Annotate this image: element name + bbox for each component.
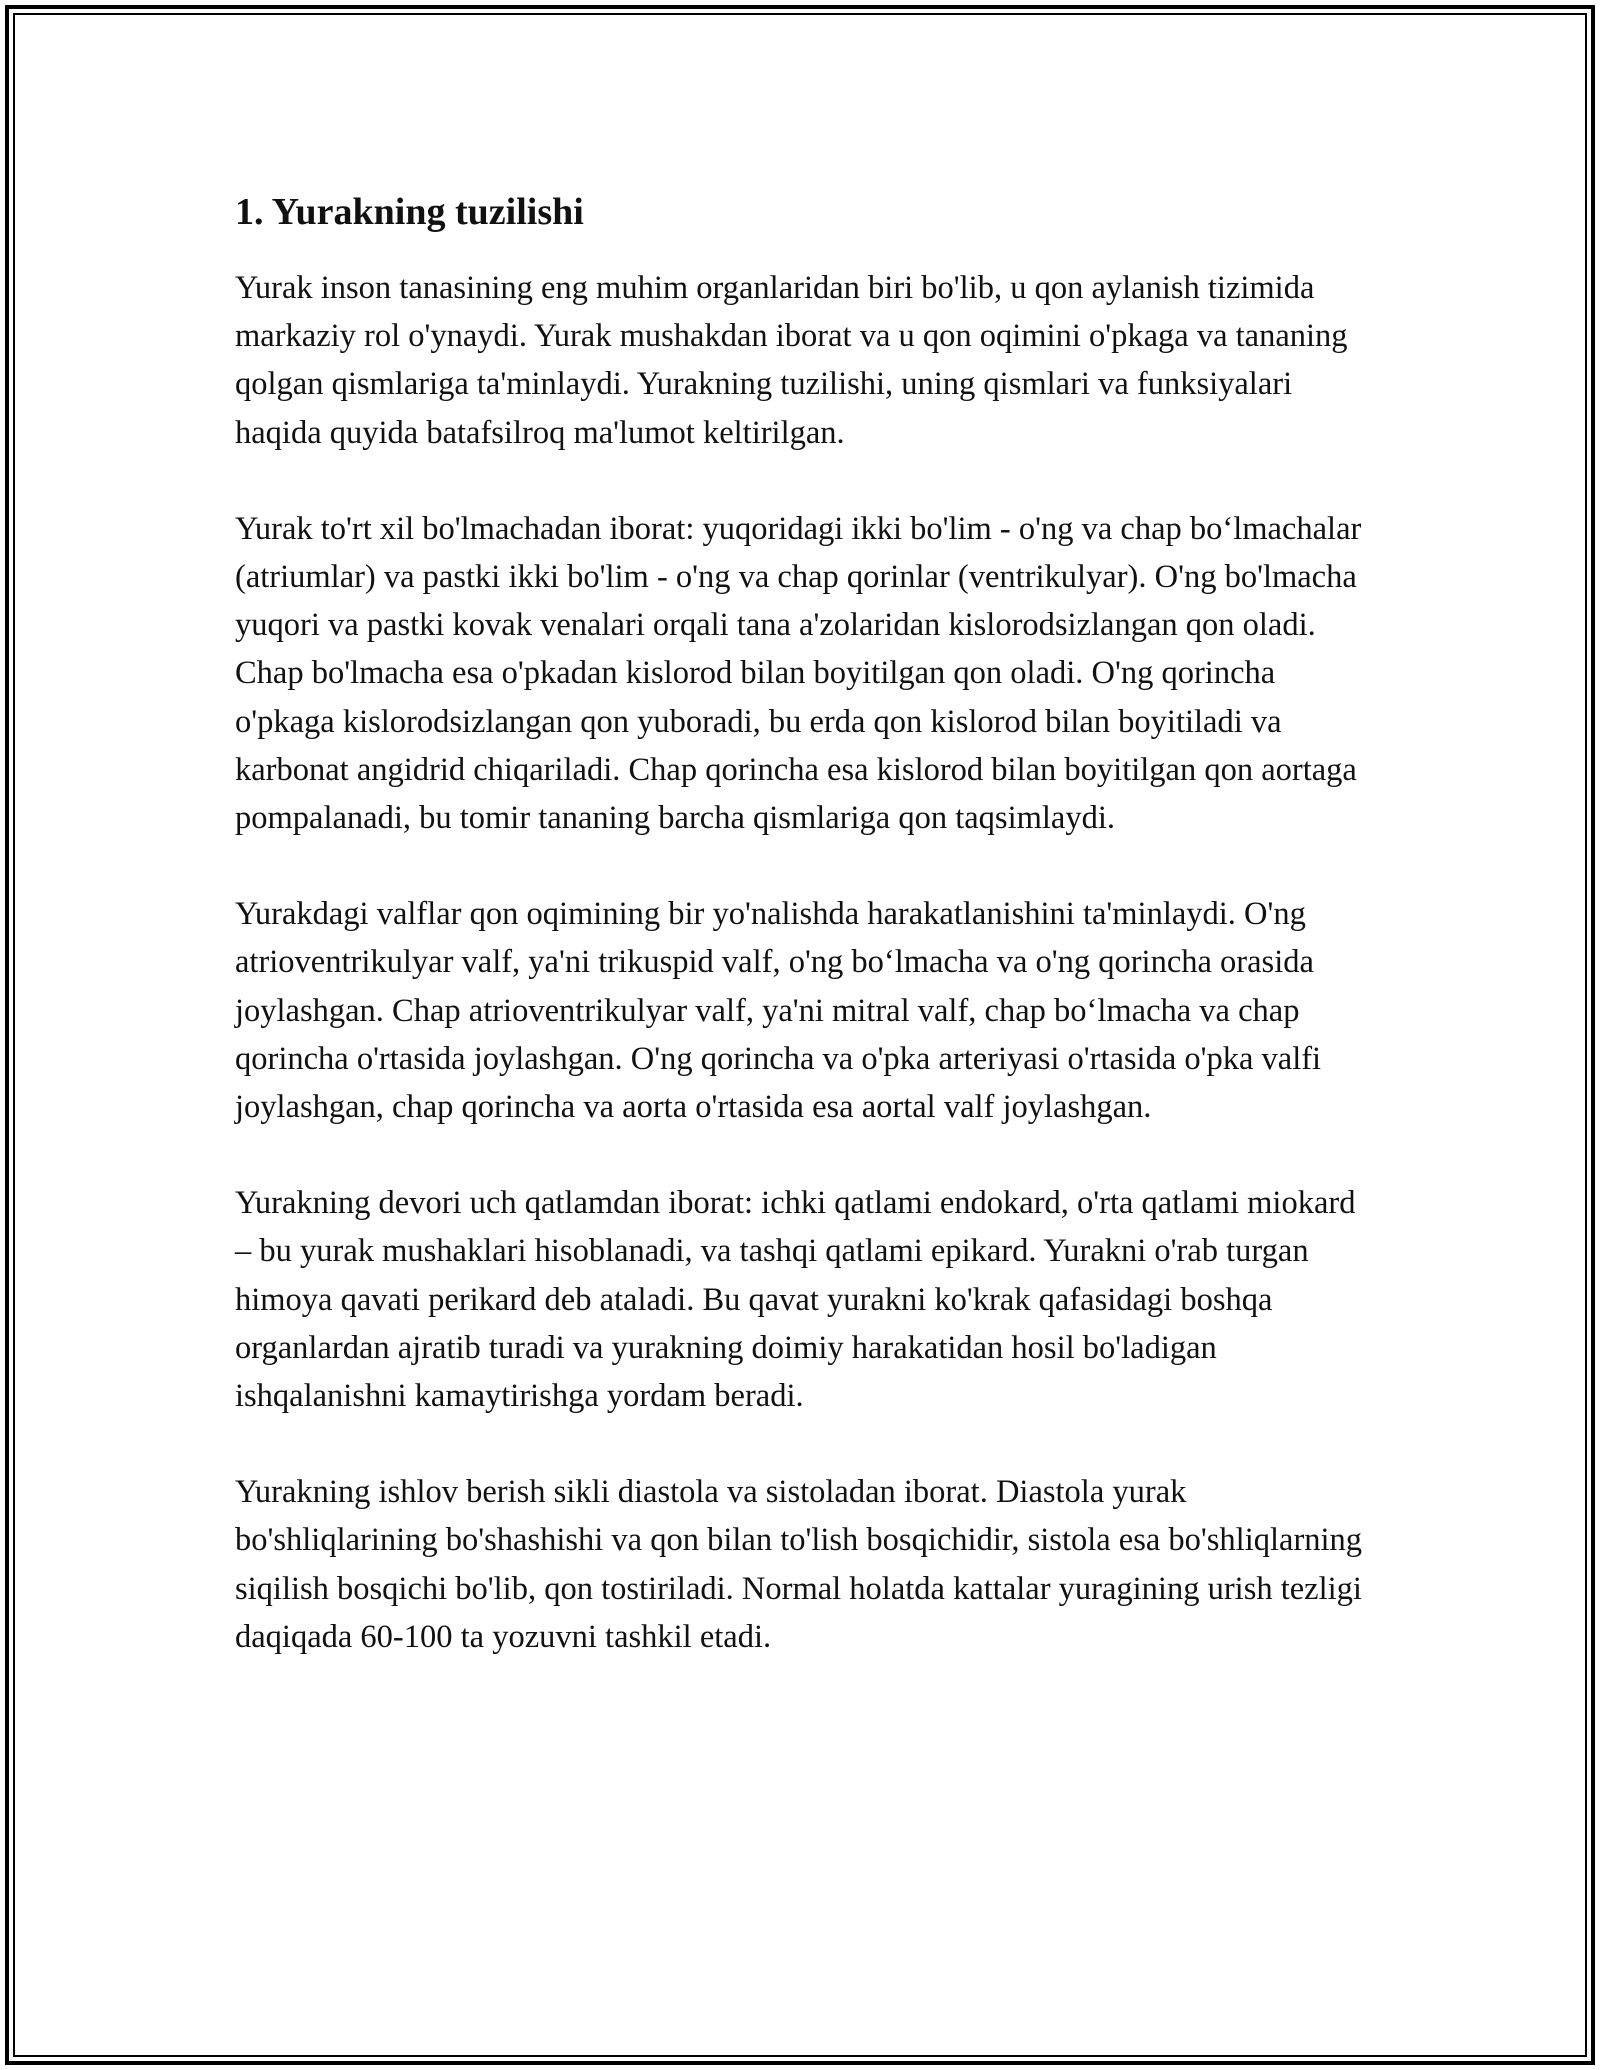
section-title: 1. Yurakning tuzilishi	[235, 191, 584, 233]
paragraph-chambers: Yurak to'rt xil bo'lmachadan iborat: yuqoridagi ikki bo'lim - o'ng va chap bo‘lmachalar (atriumlar) va pastki ikki bo'lim - o'ng va chap qorinlar (ventrikulyar). O'ng bo'lmacha yuqori va pastki kovak venalari orqali tana a'zolaridan kislorodsizlangan qon oladi. Chap bo'lmacha esa o'pkadan kislorod bilan boyitilgan qon oladi. O'ng qorincha o'pkaga kislorodsizlangan qon yuboradi, bu erda qon kislorod bilan boyitiladi va karbonat angidrid chiqariladi. Chap qorincha esa kislorod bilan boyitilgan qon aortaga pompalanadi, bu tomir tananing barcha qismlariga qon taqsimlaydi.	[235, 510, 1362, 837]
document-body	[235, 186, 1375, 1709]
paragraph-cardiac-cycle: Yurakning ishlov berish sikli diastola va sistoladan iborat. Diastola yurak bo'shliqlarining bo'shashishi va qon bilan to'lish bosqichidir, sistola esa bo'shliqlarning siqilish bosqichi bo'lib, qon tostiriladi. Normal holatda kattalar yuragining urish tezligi daqiqada 60-100 ta yozuvni tashkil etadi.	[235, 1474, 1363, 1655]
paragraph-intro: Yurak inson tanasining eng muhim organlaridan biri bo'lib, u qon aylanish tizimida markaziy rol o'ynaydi. Yurak mushakdan iborat va u qon oqimini o'pkaga va tananing qolgan qismlariga ta'minlaydi. Yurakning tuzilishi, uning qismlari va funksiyalari haqida quyida batafsilroq ma'lumot keltirilgan.	[235, 270, 1348, 451]
paragraph-valves: Yurakdagi valflar qon oqimining bir yo'nalishda harakatlanishini ta'minlaydi. O'ng atrioventrikulyar valf, ya'ni trikuspid valf, o'ng bo‘lmacha va o'ng qorincha orasida joylashgan. Chap atrioventrikulyar valf, ya'ni mitral valf, chap bo‘lmacha va chap qorincha o'rtasida joylashgan. O'ng qorincha va o'pka arteriyasi o'rtasida o'pka valfi joylashgan, chap qorincha va aorta o'rtasida esa aortal valf joylashgan.	[235, 896, 1322, 1126]
paragraph-wall-layers: Yurakning devori uch qatlamdan iborat: ichki qatlami endokard, o'rta qatlami miokard – bu yurak mushaklari hisoblanadi, va tashqi qatlami epikard. Yurakni o'rab turgan himoya qavati perikard deb ataladi. Bu qavat yurakni ko'krak qafasidagi boshqa organlardan ajratib turadi va yurakning doimiy harakatidan hosil bo'ladigan ishqalanishni kamaytirishga yordam beradi.	[235, 1185, 1356, 1415]
